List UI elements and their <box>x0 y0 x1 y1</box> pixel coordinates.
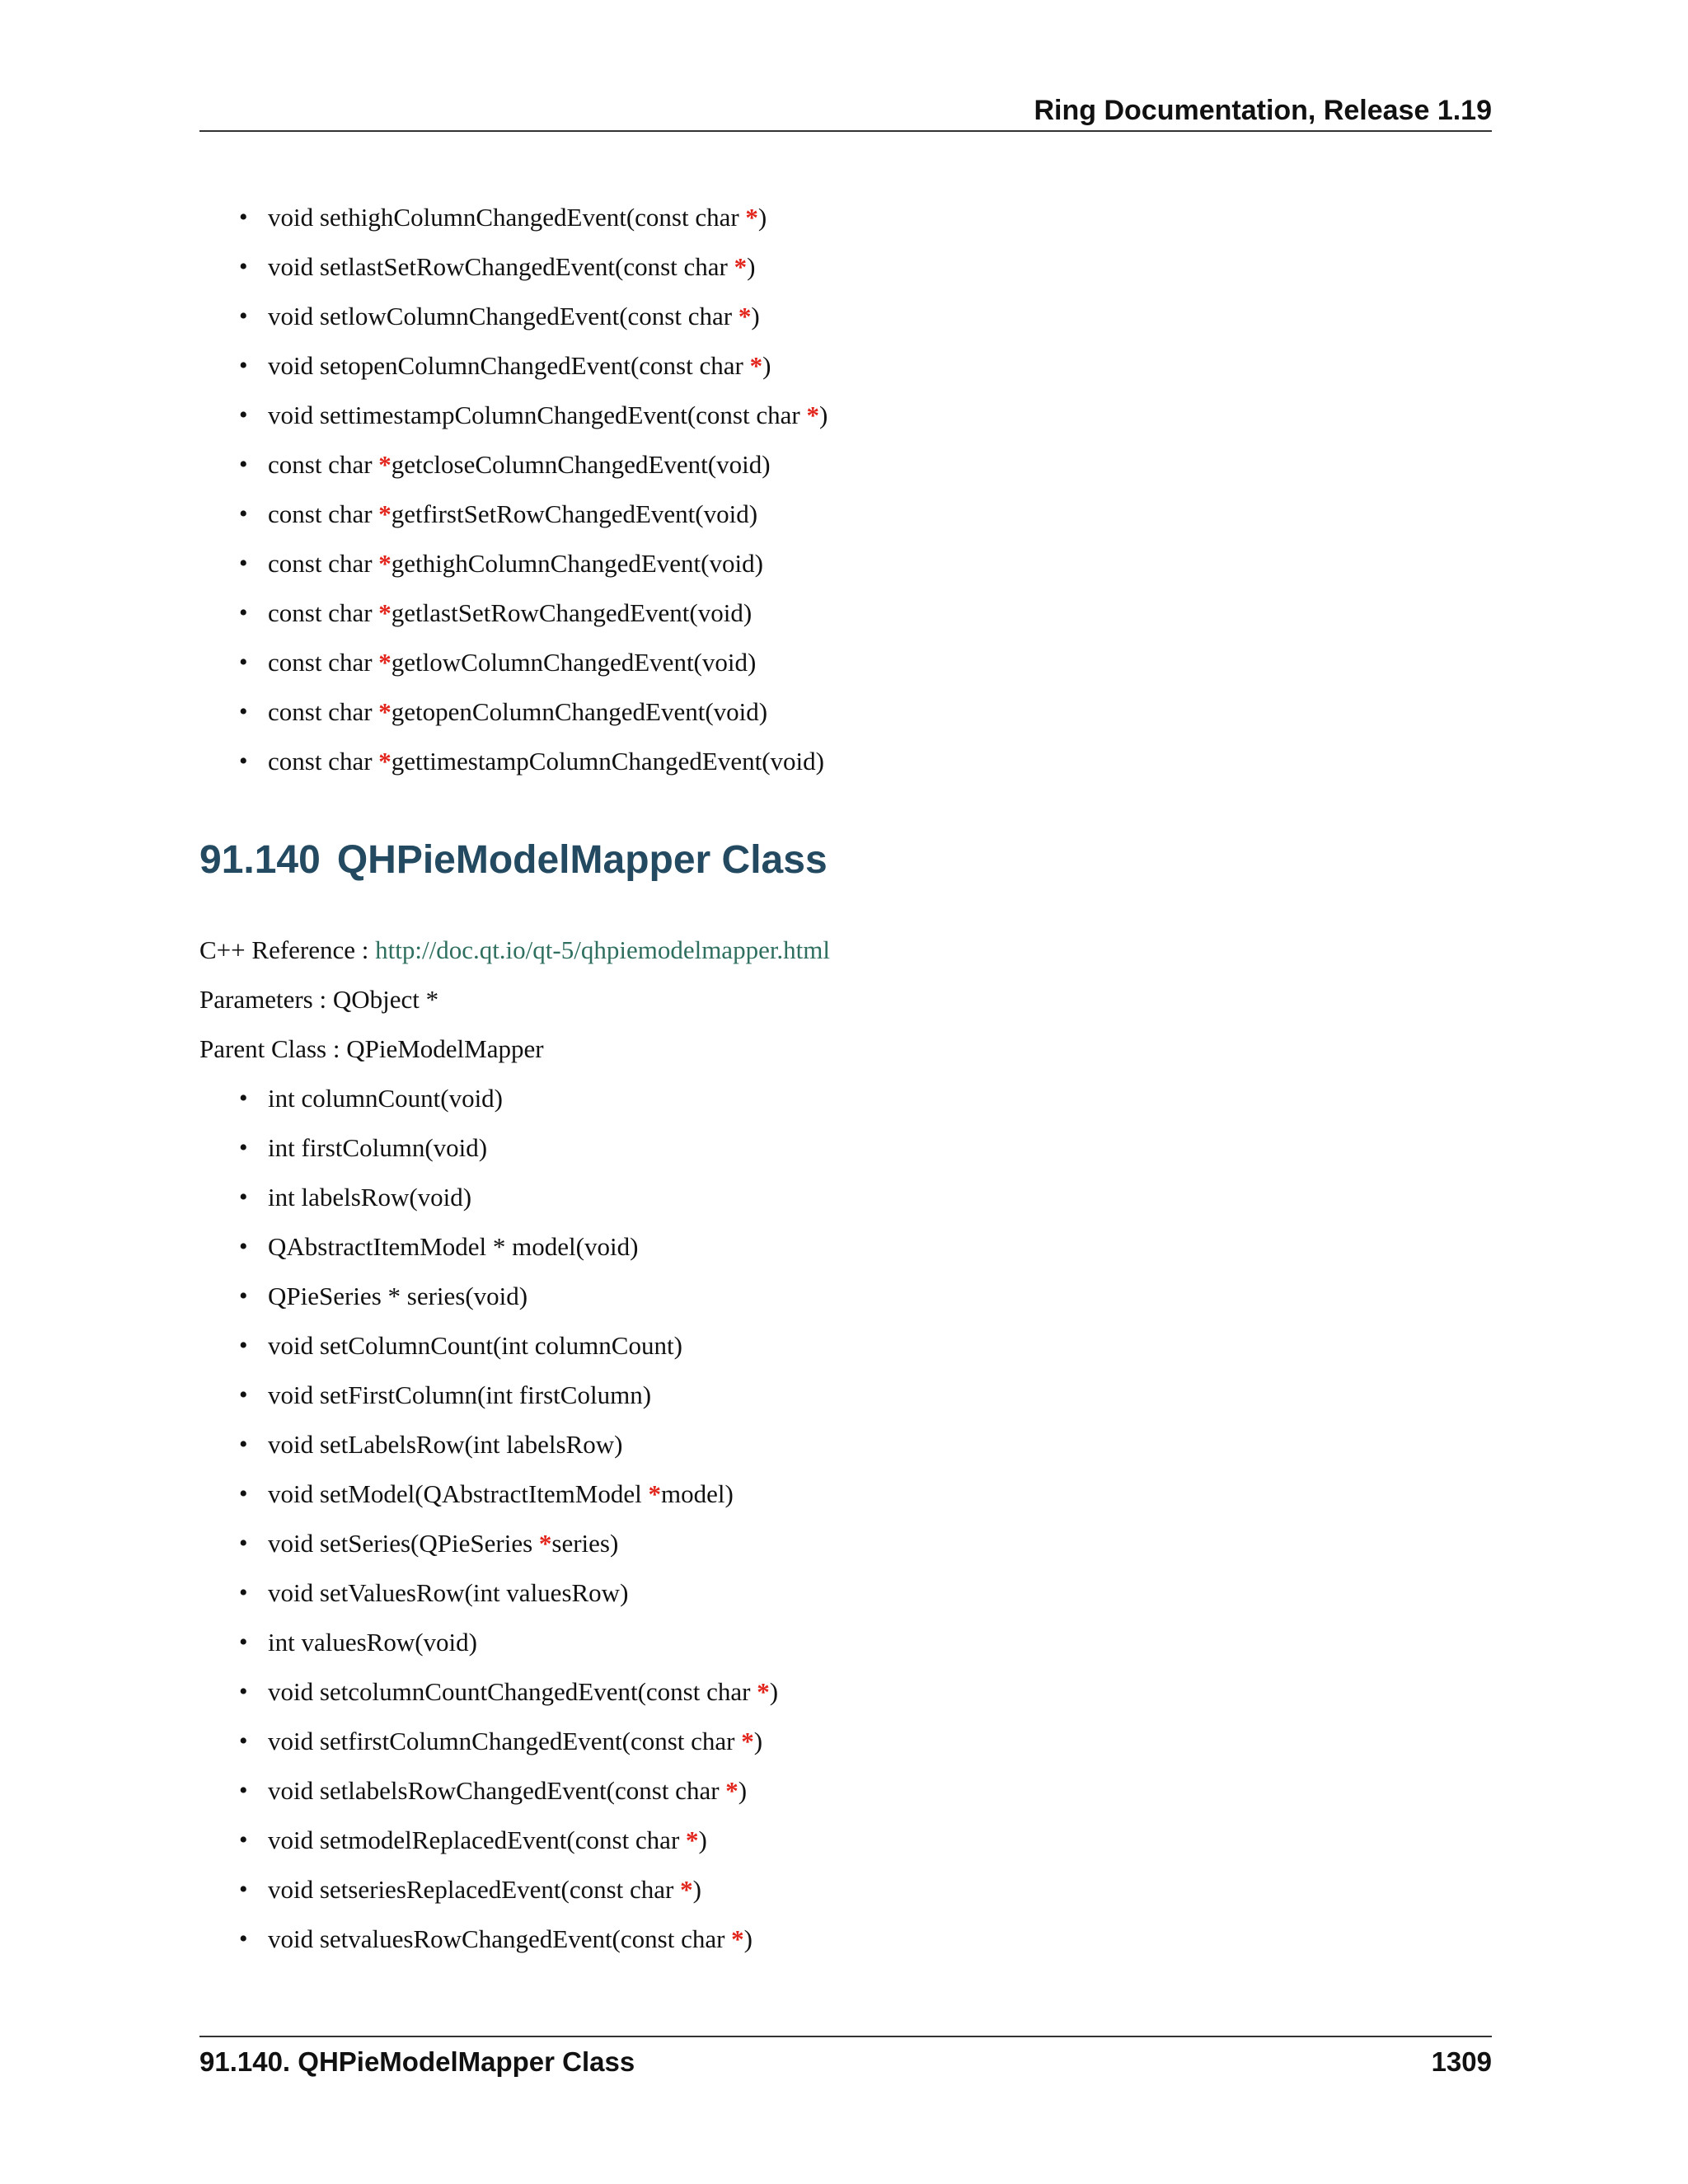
method-signature-text: void setValuesRow(int valuesRow) <box>268 1578 629 1607</box>
list-item <box>239 1865 778 1915</box>
pointer-asterisk: * <box>378 747 392 776</box>
pointer-asterisk: * <box>738 302 752 330</box>
pointer-asterisk: * <box>686 1825 699 1854</box>
list-item <box>239 1222 778 1272</box>
header-rule <box>199 130 1492 132</box>
pointer-asterisk: * <box>731 1924 744 1953</box>
pointer-asterisk: * <box>378 450 392 479</box>
method-signature-text: ) <box>743 1924 753 1953</box>
method-signature-text: void setlowColumnChangedEvent(const char <box>268 302 738 330</box>
list-item <box>239 1173 778 1222</box>
method-signature-text: series) <box>551 1529 619 1558</box>
pointer-asterisk: * <box>648 1479 661 1508</box>
list-item <box>239 391 828 440</box>
method-list-qhpiemodelmapper <box>239 1074 778 1964</box>
pointer-asterisk: * <box>538 1529 552 1558</box>
pointer-asterisk: * <box>757 1677 770 1706</box>
section-title: QHPieModelMapper Class <box>336 838 828 882</box>
method-signature-text: QAbstractItemModel * model(void) <box>268 1232 639 1261</box>
cpp-reference-label: C++ Reference : <box>199 935 376 964</box>
method-signature-text: ) <box>698 1825 707 1854</box>
list-item <box>239 687 828 737</box>
method-signature-text: void settimestampColumnChangedEvent(const char <box>268 401 807 429</box>
method-signature-text: int columnCount(void) <box>268 1084 504 1113</box>
pointer-asterisk: * <box>749 351 763 380</box>
method-signature-text: void setfirstColumnChangedEvent(const char <box>268 1727 742 1755</box>
list-item <box>239 1371 778 1420</box>
footer-rule <box>199 2036 1492 2037</box>
list-item <box>239 588 828 638</box>
pointer-asterisk: * <box>378 499 392 528</box>
page-footer <box>199 2042 1492 2082</box>
running-header: Ring Documentation, Release 1.19 <box>1034 95 1492 126</box>
method-signature-text: const char <box>268 499 379 528</box>
method-signature-text: getlowColumnChangedEvent(void) <box>391 648 757 677</box>
method-signature-text: QPieSeries * series(void) <box>268 1282 528 1310</box>
method-signature-text: ) <box>818 401 828 429</box>
cpp-reference-link[interactable]: http://doc.qt.io/qt-5/qhpiemodelmapper.html <box>375 935 831 964</box>
method-signature-text: ) <box>753 1727 763 1755</box>
list-item <box>239 1469 778 1519</box>
parameters-line: Parameters : QObject * <box>199 985 439 1014</box>
pointer-asterisk: * <box>745 203 758 232</box>
list-item <box>239 1915 778 1964</box>
method-signature-text: const char <box>268 598 379 627</box>
pointer-asterisk: * <box>741 1727 754 1755</box>
method-signature-text: void setlabelsRowChangedEvent(const char <box>268 1776 726 1805</box>
pointer-asterisk: * <box>806 401 819 429</box>
list-item <box>239 440 828 490</box>
method-signature-text: void setmodelReplacedEvent(const char <box>268 1825 687 1854</box>
method-signature-text: void sethighColumnChangedEvent(const char <box>268 203 746 232</box>
section-heading <box>199 834 828 887</box>
method-signature-text: getfirstSetRowChangedEvent(void) <box>391 499 758 528</box>
method-signature-text: const char <box>268 450 379 479</box>
pointer-asterisk: * <box>378 598 392 627</box>
pointer-asterisk: * <box>680 1875 693 1904</box>
pointer-asterisk: * <box>378 697 392 726</box>
list-item <box>239 1272 778 1321</box>
page-number: 1309 <box>1431 2046 1492 2077</box>
list-item <box>239 1816 778 1865</box>
list-item <box>239 1717 778 1766</box>
method-signature-text: ) <box>747 252 756 281</box>
pointer-asterisk: * <box>725 1776 738 1805</box>
method-signature-text: void setFirstColumn(int firstColumn) <box>268 1380 652 1409</box>
method-signature-text: void setlastSetRowChangedEvent(const char <box>268 252 734 281</box>
method-signature-text: void setopenColumnChangedEvent(const char <box>268 351 750 380</box>
method-signature-text: ) <box>751 302 760 330</box>
method-signature-text: getcloseColumnChangedEvent(void) <box>391 450 771 479</box>
method-signature-text: ) <box>769 1677 779 1706</box>
parent-class-line: Parent Class : QPieModelMapper <box>199 1034 544 1063</box>
method-signature-text: int valuesRow(void) <box>268 1628 477 1657</box>
list-item <box>239 1618 778 1667</box>
method-signature-text: getlastSetRowChangedEvent(void) <box>391 598 753 627</box>
method-signature-text: getopenColumnChangedEvent(void) <box>391 697 768 726</box>
list-item <box>239 737 828 786</box>
pointer-asterisk: * <box>734 252 748 281</box>
list-item <box>239 490 828 539</box>
method-signature-text: void setseriesReplacedEvent(const char <box>268 1875 681 1904</box>
list-item <box>239 292 828 341</box>
method-signature-text: void setcolumnCountChangedEvent(const char <box>268 1677 757 1706</box>
section-number: 91.140 <box>199 838 321 882</box>
method-signature-text: ) <box>738 1776 748 1805</box>
list-item <box>239 1568 778 1618</box>
list-item <box>239 1420 778 1469</box>
method-signature-text: void setSeries(QPieSeries <box>268 1529 539 1558</box>
method-signature-text: void setModel(QAbstractItemModel <box>268 1479 649 1508</box>
list-item <box>239 1667 778 1717</box>
method-signature-text: void setLabelsRow(int labelsRow) <box>268 1430 623 1459</box>
list-item <box>239 1321 778 1371</box>
method-signature-text: const char <box>268 549 379 578</box>
method-list-previous-class <box>239 193 828 786</box>
method-signature-text: ) <box>757 203 767 232</box>
pointer-asterisk: * <box>378 648 392 677</box>
list-item <box>239 1123 778 1173</box>
list-item <box>239 242 828 292</box>
method-signature-text: const char <box>268 697 379 726</box>
method-signature-text: ) <box>692 1875 701 1904</box>
method-signature-text: gethighColumnChangedEvent(void) <box>391 549 763 578</box>
method-signature-text: model) <box>660 1479 734 1508</box>
footer-section: 91.140. QHPieModelMapper Class <box>199 2046 635 2077</box>
method-signature-text: int firstColumn(void) <box>268 1133 488 1162</box>
method-signature-text: void setvaluesRowChangedEvent(const char <box>268 1924 732 1953</box>
cpp-reference <box>199 926 830 975</box>
method-signature-text: int labelsRow(void) <box>268 1183 472 1212</box>
list-item <box>239 638 828 687</box>
list-item <box>239 1074 778 1123</box>
method-signature-text: const char <box>268 648 379 677</box>
method-signature-text: gettimestampColumnChangedEvent(void) <box>391 747 824 776</box>
list-item <box>239 341 828 391</box>
method-signature-text: void setColumnCount(int columnCount) <box>268 1331 682 1360</box>
list-item <box>239 1519 778 1568</box>
list-item <box>239 539 828 588</box>
list-item <box>239 193 828 242</box>
method-signature-text: ) <box>762 351 771 380</box>
list-item <box>239 1766 778 1816</box>
method-signature-text: const char <box>268 747 379 776</box>
pointer-asterisk: * <box>378 549 392 578</box>
